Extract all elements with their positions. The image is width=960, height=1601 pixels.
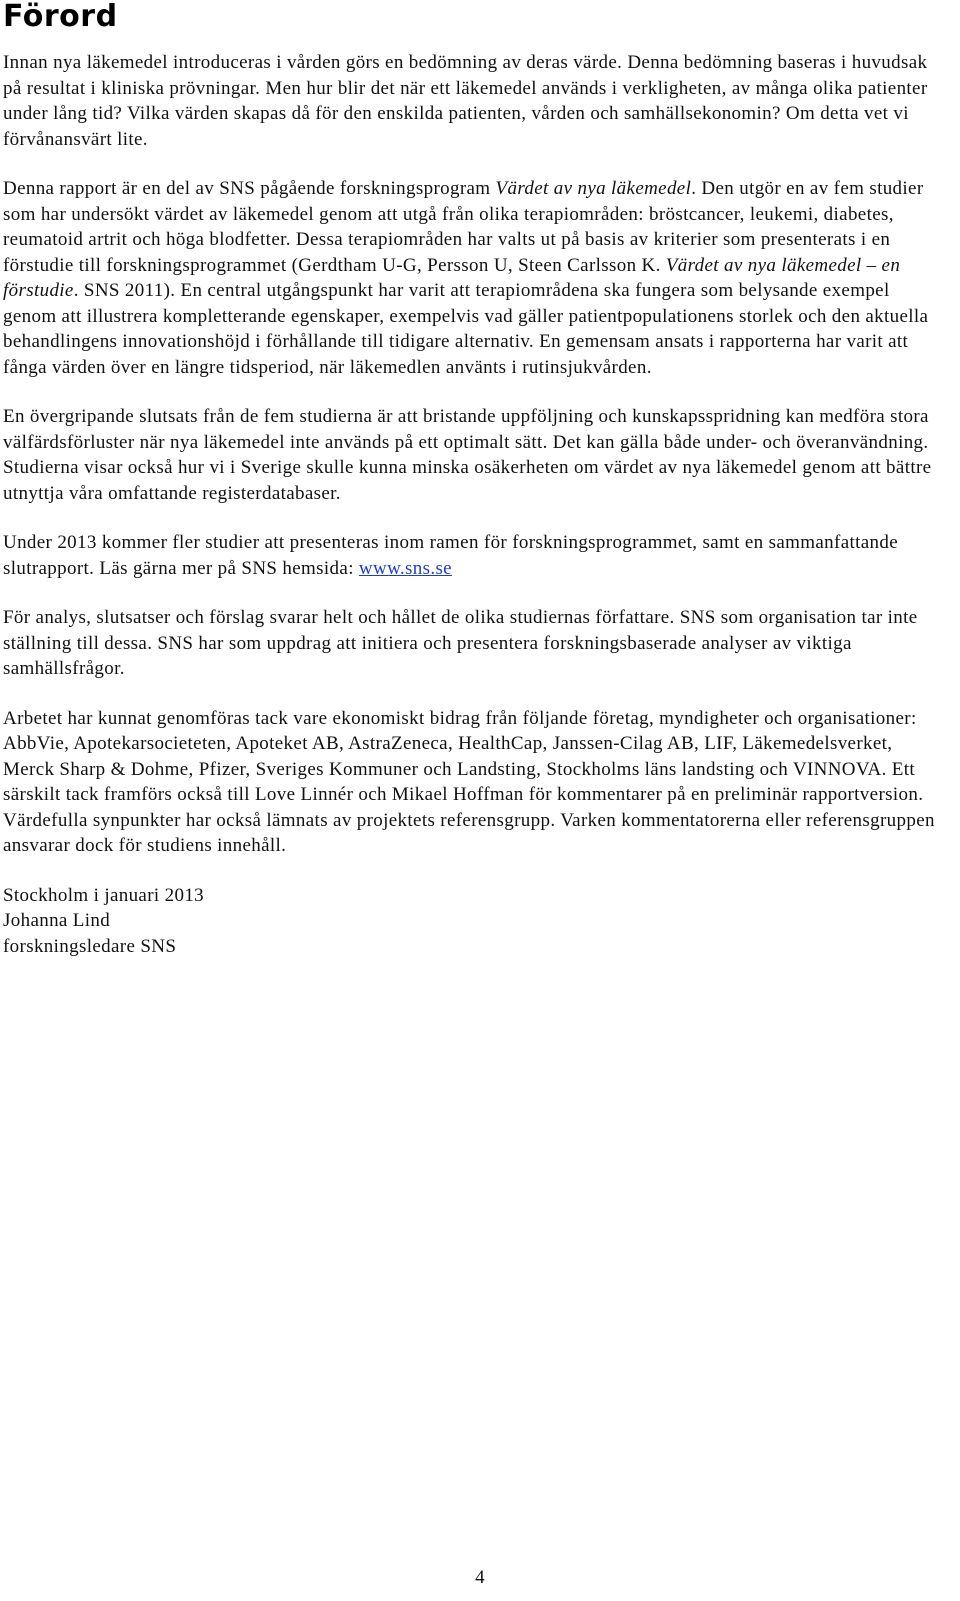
- program-title-italic: Värdet av nya läkemedel: [495, 178, 692, 199]
- signature-block: [3, 883, 947, 960]
- paragraph-intro: Innan nya läkemedel introduceras i vården görs en bedömning av deras värde. Denna bedömning baseras i huvudsak på resultat i kliniska prövningar. Men hur blir det när ett läkemedel används i verkligheten, av många olika patienter under lång tid? Vilka värden skapas då för den enskilda patienten, vården och samhällsekonomin? Om detta vet vi förvånansvärt lite.: [3, 52, 928, 150]
- paragraph-conclusion: En övergripande slutsats från de fem studierna är att bristande uppföljning och kunskapsspridning kan medföra stora välfärdsförluster när nya läkemedel inte används på ett optimalt sätt. Det kan gälla både under- och överanvändning. Studierna visar också hur vi i Sverige skulle kunna minska osäkerheten om värdet av nya läkemedel genom att bättre utnyttja våra omfattande registerdatabaser.: [3, 406, 932, 504]
- signature-name: Johanna Lind: [3, 910, 111, 931]
- paragraph-upcoming-text: Under 2013 kommer fler studier att presenteras inom ramen för forskningsprogrammet, samt en sammanfattande slutrapport. Läs gärna mer på SNS hemsida:: [3, 532, 899, 579]
- paragraph-program-text-e: . SNS 2011). En central utgångspunkt har varit att terapiområdena ska fungera som belysande exempel genom att illustrera kompletterande egenskaper, exempelvis vad gäller patientpopulationens storlek och den aktuella behandlingens innovationshöjd i förhållande till tidigare alternativ. En gemensam ansats i rapporterna har varit att fånga värden över en längre tidsperiod, när läkemedlen använts i rutinsjukvården.: [3, 280, 929, 378]
- signature-place-date: Stockholm i januari 2013: [3, 884, 205, 906]
- document-page: [3, 0, 947, 959]
- signature-role: forskningsledare SNS: [3, 935, 177, 957]
- paragraph-program-text-c: . Den utgör en av fem studier som har undersökt värdet av läkemedel genom att utgå från olika terapiområden: bröstcancer, leukemi, diabetes, reumatoid artrit och höga blodfetter. Dessa terapiområden har valts ut på basis av kriterier som presenterats i en förstudie till forskningsprogrammet (Gerdtham U-G, Persson U, Steen Carlsson K.: [3, 178, 924, 276]
- paragraph-program-text-a: Denna rapport är en del av SNS pågående forskningsprogram: [3, 178, 496, 199]
- paragraph-program: [3, 176, 947, 380]
- page-title: Förord: [3, 0, 118, 34]
- page-number: 4: [475, 1567, 485, 1588]
- prestudy-title-italic: Värdet av nya läkemedel – en förstudie: [3, 254, 901, 301]
- paragraph-upcoming: [3, 530, 947, 581]
- paragraph-acknowledgements: Arbetet har kunnat genomföras tack vare ekonomiskt bidrag från följande företag, myndigheter och organisationer: AbbVie, Apotekarsocieteten, Apoteket AB, AstraZeneca, HealthCap, Janssen-Cilag AB, LIF, Läkemedelsverket, Merck Sharp & Dohme, Pfizer, Sveriges Kommuner och Landsting, Stockholms läns landsting och VINNOVA. Ett särskilt tack framförs också till Love Linnér och Mikael Hoffman för kommentarer på en preliminär rapportversion. Värdefulla synpunkter har också lämnats av projektets referensgrupp. Varken kommentatorerna eller referensgruppen ansvarar dock för studiens innehåll.: [3, 707, 935, 856]
- paragraph-responsibility: För analys, slutsatser och förslag svarar helt och hållet de olika studiernas författare. SNS som organisation tar inte ställning till dessa. SNS har som uppdrag att initiera och presentera forskningsbaserade analyser av viktiga samhällsfrågor.: [3, 607, 918, 679]
- sns-website-link[interactable]: www.sns.se: [358, 557, 452, 579]
